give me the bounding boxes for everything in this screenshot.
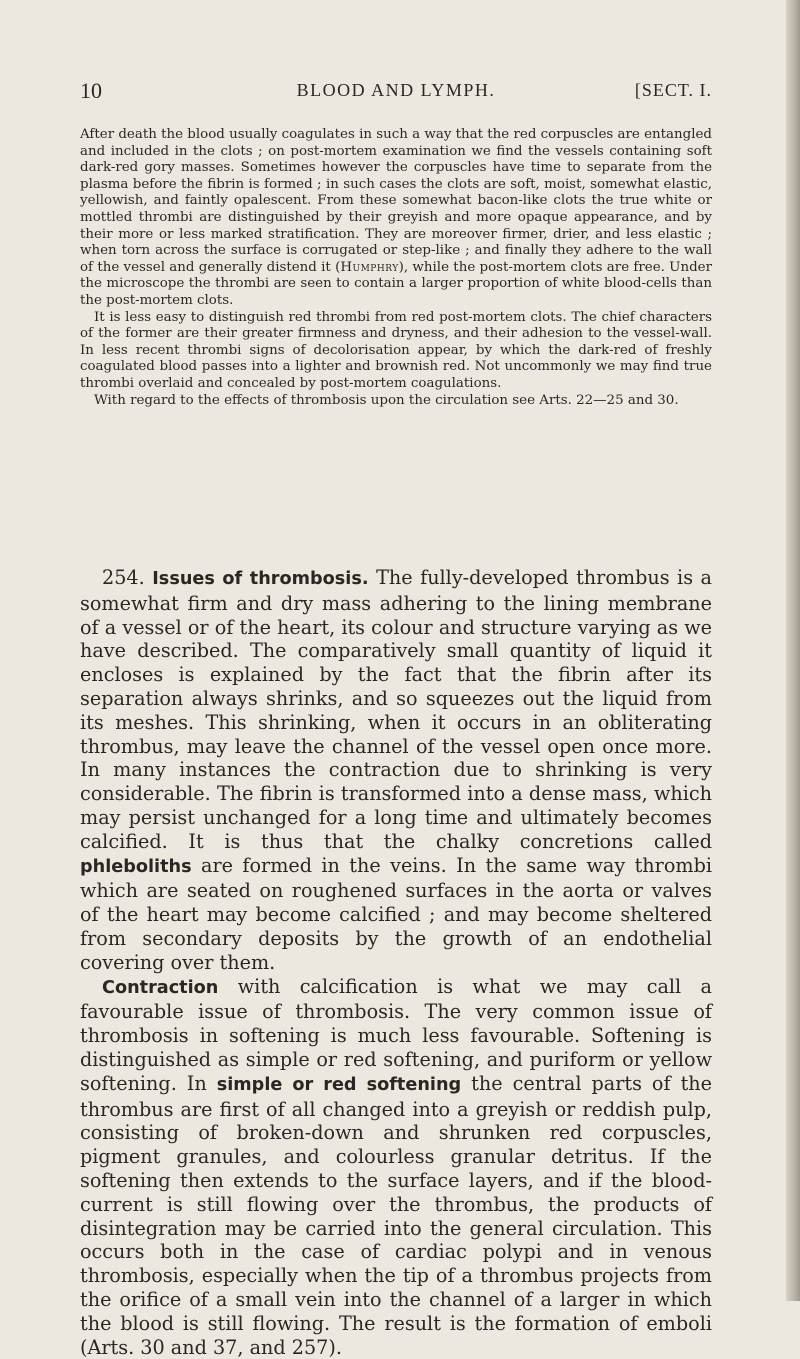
text-run: After death the blood usually coagulates in such a way that the red corpuscles are entangled and included in the clots ; on post-mortem examination we find the vessels containing soft dark-red gory masses. Sometimes however the corpuscles have time to separate from the plasma before the fibrin is formed ; in such cases the clots are soft, moist, somewhat elastic, yellowish, and faintly opalescent. From these somewhat bacon-like clots the true white or mottled thrombi are distinguished by their greyish and more opaque appearance, and by their more or less marked stratification. They are moreover firmer, drier, and less elastic ; when torn across the surface is corrugated or step-like ; and finally they adhere to the wall of the vessel and generally distend it ( (80, 127, 712, 275)
author-citation: Humphry (340, 259, 399, 275)
text-run: the central parts of the thrombus are first of all changed into a greyish or reddish pulp, consisting of broken-down and shrunken red corpuscles, pigment granules, and colourless granular detritus. If the softening then extends to the surface layers, and if the blood-current is still flowing over the thrombus, the products of disintegration may be carried into the general circulation. This occurs both in the case of cardiac polypi and in venous thrombosis, especially when the tip of a thrombus projects from the orifice of a small vein into the channel of a larger in which the blood is still flowing. The result is the formation of emboli (Arts. 30 and 37, and 257). (80, 1071, 712, 1359)
note-paragraph: With regard to the effects of thrombosis upon the circulation see Arts. 22—25 and 30. (94, 392, 679, 408)
text-run: are formed in the veins. In the same way thrombi which are seated on roughened surfaces in the aorta or valves of the heart may become calcified ; and may become sheltered from secondary deposits by the growth of an endothelial covering over them. (80, 853, 712, 974)
section-254-paragraph (80, 566, 712, 975)
term-contraction: Contraction (102, 977, 219, 998)
page-number: 10 (80, 78, 102, 103)
term-phleboliths: phleboliths (80, 856, 192, 877)
section-reference: [SECT. I. (634, 80, 712, 100)
small-print-notes (80, 127, 712, 409)
text-run: ), while the post-mortem clots are free. Under the microscope the thrombi are seen to contain a larger proportion of white blood-cells than the post-mortem clots. (80, 259, 712, 308)
note-paragraph (80, 127, 712, 310)
section-number: 254. (102, 566, 145, 589)
main-text (80, 566, 712, 1359)
text-run: The fully-developed thrombus is a somewhat firm and dry mass adhering to the lining membrane of a vessel or of the heart, its colour and structure varying as we have described. The comparatively small quantity of liquid it encloses is explained by the fact that the fibrin after its separation always shrinks, and so squeezes out the liquid from its meshes. This shrinking, when it occurs in an obliterating thrombus, may leave the channel of the vessel open once more. In many instances the contraction due to shrinking is very considerable. The fibrin is transformed into a dense mass, which may persist unchanged for a long time and ultimately becomes calcified. It is thus that the chalky concretions called (80, 566, 712, 853)
page-header (80, 78, 712, 108)
running-title: BLOOD AND LYMPH. (296, 80, 496, 100)
section-heading: Issues of thrombosis. (152, 569, 369, 589)
page-edge (786, 0, 800, 1301)
contraction-paragraph (80, 975, 712, 1359)
note-paragraph: It is less easy to distinguish red thrombi from red post-mortem clots. The chief characters of the former are their greater firmness and dryness, and their adhesion to the vessel-wall. In less recent thrombi signs of decolorisation appear, by which the dark-red of freshly coagulated blood passes into a lighter and brownish red. Not uncommonly we may find true thrombi overlaid and concealed by post-mortem coagulations. (80, 309, 712, 391)
term-simple-softening: simple or red softening (216, 1074, 462, 1095)
text-run: with calcification is what we may call a favourable issue of thrombosis. The very common issue of thrombosis in softening is much less favourable. Softening is distinguished as simple or red softening, and puriform or yellow softening. In (80, 974, 712, 1095)
